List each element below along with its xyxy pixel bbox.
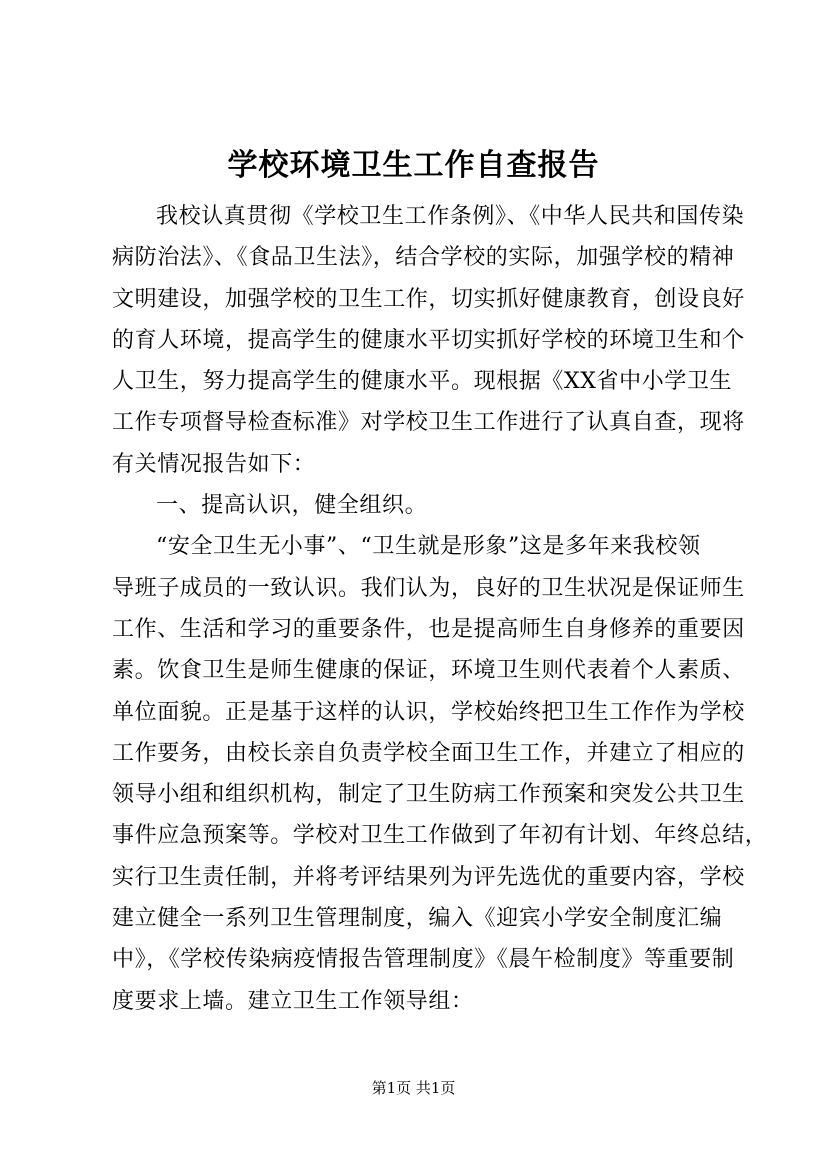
body-line: 中》，《学校传染病疫情报告管理制度》《晨午检制度》等重要制 xyxy=(112,947,735,973)
body-line: 素。饮食卫生是师生健康的保证，环境卫生则代表着个人素质、 xyxy=(112,658,745,684)
body-line: 实行卫生责任制，并将考评结果列为评先选优的重要内容，学校 xyxy=(112,864,745,890)
document-title: 学校环境卫生工作自查报告 xyxy=(227,148,600,183)
document-body xyxy=(112,196,768,1022)
body-line: 人卫生，努力提高学生的健康水平。现根据《XX省中小学卫生 xyxy=(112,369,733,395)
section-heading: 一、提高认识，健全组织。 xyxy=(156,493,428,519)
body-line: 工作要务，由校长亲自负责学校全面卫生工作，并建立了相应的 xyxy=(112,740,745,766)
body-line: 病防治法》、《食品卫生法》，结合学校的实际，加强学校的精神 xyxy=(112,245,735,271)
body-line: 单位面貌。正是基于这样的认识，学校始终把卫生工作作为学校 xyxy=(112,699,745,725)
body-line: 有关情况报告如下： xyxy=(112,451,316,477)
page-footer: 第1页 共1页 xyxy=(371,1079,456,1097)
body-line: 文明建设，加强学校的卫生工作，切实抓好健康教育，创设良好 xyxy=(112,286,745,312)
body-line: 建立健全一系列卫生管理制度，编入《迎宾小学安全制度汇编 xyxy=(112,906,723,932)
body-line: 的育人环境，提高学生的健康水平切实抓好学校的环境卫生和个 xyxy=(112,327,745,353)
body-line: 工作专项督导检查标准》对学校卫生工作进行了认真自查，现将 xyxy=(112,410,745,436)
body-line: 度要求上墙。建立卫生工作领导组： xyxy=(112,988,474,1014)
body-line: 导班子成员的一致认识。我们认为，良好的卫生状况是保证师生 xyxy=(112,575,745,601)
body-line: 我校认真贯彻《学校卫生工作条例》、《中华人民共和国传染 xyxy=(156,204,745,229)
body-line: “安全卫生无小事”、“卫生就是形象”这是多年来我校领 xyxy=(156,534,701,560)
body-line: 事件应急预案等。学校对卫生工作做到了年初有计划、年终总结， xyxy=(112,823,768,849)
body-line: 工作、生活和学习的重要条件，也是提高师生自身修养的重要因 xyxy=(112,616,745,642)
body-line: 领导小组和组织机构，制定了卫生防病工作预案和突发公共卫生 xyxy=(112,782,745,808)
